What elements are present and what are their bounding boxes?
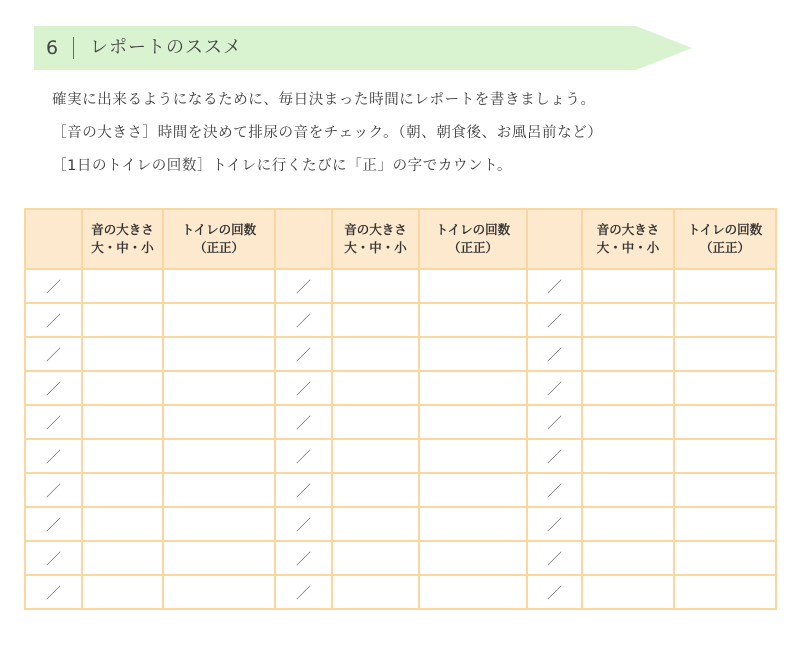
volume-cell[interactable] <box>82 269 163 303</box>
date-cell[interactable]: ／ <box>275 303 332 337</box>
volume-cell[interactable] <box>332 439 419 473</box>
date-cell[interactable]: ／ <box>25 541 82 575</box>
header-count-line2: （正正） <box>193 240 244 255</box>
date-cell[interactable]: ／ <box>25 371 82 405</box>
date-cell[interactable]: ／ <box>527 405 582 439</box>
table-row <box>25 337 776 371</box>
header-volume-line1: 音の大きさ <box>344 222 407 237</box>
volume-cell[interactable] <box>582 371 674 405</box>
section-title: レポートのススメ <box>90 37 242 58</box>
count-cell[interactable] <box>674 405 776 439</box>
header-volume <box>82 209 163 269</box>
count-cell[interactable] <box>163 575 275 609</box>
volume-cell[interactable] <box>332 575 419 609</box>
count-cell[interactable] <box>163 303 275 337</box>
volume-cell[interactable] <box>82 337 163 371</box>
count-cell[interactable] <box>163 473 275 507</box>
date-cell[interactable]: ／ <box>527 439 582 473</box>
count-cell[interactable] <box>419 303 527 337</box>
table-row <box>25 507 776 541</box>
header-count <box>674 209 776 269</box>
header-count-line1: トイレの回数 <box>687 222 763 237</box>
count-cell[interactable] <box>674 541 776 575</box>
date-cell[interactable]: ／ <box>25 439 82 473</box>
count-cell[interactable] <box>419 575 527 609</box>
date-cell[interactable]: ／ <box>527 507 582 541</box>
table-row <box>25 575 776 609</box>
date-cell[interactable]: ／ <box>275 473 332 507</box>
header-count-line1: トイレの回数 <box>435 222 511 237</box>
volume-cell[interactable] <box>82 303 163 337</box>
report-table <box>24 208 777 610</box>
header-volume-line1: 音の大きさ <box>596 222 660 237</box>
volume-cell[interactable] <box>332 473 419 507</box>
date-cell[interactable]: ／ <box>275 507 332 541</box>
count-cell[interactable] <box>674 473 776 507</box>
table-row <box>25 303 776 337</box>
table-body <box>25 269 776 609</box>
date-cell[interactable]: ／ <box>275 405 332 439</box>
date-cell[interactable]: ／ <box>527 303 582 337</box>
volume-cell[interactable] <box>82 541 163 575</box>
header-volume-line2: 大・中・小 <box>344 240 407 255</box>
intro-line-3: ［1日のトイレの回数］トイレに行くたびに「正」の字でカウント。 <box>52 158 513 174</box>
header-volume-line2: 大・中・小 <box>596 240 660 255</box>
table-row <box>25 371 776 405</box>
header-volume <box>582 209 674 269</box>
header-volume-line2: 大・中・小 <box>91 240 154 255</box>
date-cell[interactable]: ／ <box>527 337 582 371</box>
count-cell[interactable] <box>419 473 527 507</box>
volume-cell[interactable] <box>332 337 419 371</box>
header-count-line2: （正正） <box>447 240 498 255</box>
date-cell[interactable]: ／ <box>25 269 82 303</box>
volume-cell[interactable] <box>332 269 419 303</box>
date-cell[interactable]: ／ <box>527 269 582 303</box>
volume-cell[interactable] <box>582 473 674 507</box>
table-row <box>25 473 776 507</box>
volume-cell[interactable] <box>582 303 674 337</box>
volume-cell[interactable] <box>582 541 674 575</box>
count-cell[interactable] <box>674 303 776 337</box>
count-cell[interactable] <box>419 269 527 303</box>
date-cell[interactable]: ／ <box>25 405 82 439</box>
volume-cell[interactable] <box>332 371 419 405</box>
volume-cell[interactable] <box>582 507 674 541</box>
volume-cell[interactable] <box>582 439 674 473</box>
section-number: 6 <box>46 37 59 59</box>
volume-cell[interactable] <box>82 507 163 541</box>
count-cell[interactable] <box>419 541 527 575</box>
date-cell[interactable]: ／ <box>25 303 82 337</box>
count-cell[interactable] <box>419 439 527 473</box>
volume-cell[interactable] <box>332 507 419 541</box>
count-cell[interactable] <box>163 405 275 439</box>
date-cell[interactable]: ／ <box>527 541 582 575</box>
count-cell[interactable] <box>419 507 527 541</box>
header-date <box>275 209 332 269</box>
count-cell[interactable] <box>674 439 776 473</box>
count-cell[interactable] <box>419 405 527 439</box>
count-cell[interactable] <box>163 371 275 405</box>
count-cell[interactable] <box>163 439 275 473</box>
volume-cell[interactable] <box>582 337 674 371</box>
count-cell[interactable] <box>163 269 275 303</box>
intro-line-2: ［音の大きさ］時間を決めて排尿の音をチェック。（朝、朝食後、お風呂前など） <box>52 125 603 141</box>
header-volume <box>332 209 419 269</box>
count-cell[interactable] <box>163 337 275 371</box>
section-banner <box>34 26 692 70</box>
count-cell[interactable] <box>674 269 776 303</box>
volume-cell[interactable] <box>582 405 674 439</box>
date-cell[interactable]: ／ <box>25 473 82 507</box>
date-cell[interactable]: ／ <box>275 541 332 575</box>
header-count-line1: トイレの回数 <box>181 222 257 237</box>
count-cell[interactable] <box>674 507 776 541</box>
date-cell[interactable]: ／ <box>25 575 82 609</box>
intro-line-1: 確実に出来るようになるために、毎日決まった時間にレポートを書きましょう。 <box>52 92 596 108</box>
volume-cell[interactable] <box>332 405 419 439</box>
volume-cell[interactable] <box>582 575 674 609</box>
date-cell[interactable]: ／ <box>527 371 582 405</box>
header-date <box>527 209 582 269</box>
count-cell[interactable] <box>163 541 275 575</box>
count-cell[interactable] <box>674 575 776 609</box>
table-row <box>25 439 776 473</box>
banner-divider <box>73 37 74 59</box>
count-cell[interactable] <box>419 337 527 371</box>
count-cell[interactable] <box>419 371 527 405</box>
volume-cell[interactable] <box>82 405 163 439</box>
count-cell[interactable] <box>163 507 275 541</box>
date-cell[interactable]: ／ <box>527 575 582 609</box>
date-cell[interactable]: ／ <box>275 439 332 473</box>
header-count <box>163 209 275 269</box>
date-cell[interactable]: ／ <box>275 337 332 371</box>
header-count <box>419 209 527 269</box>
date-cell[interactable]: ／ <box>25 507 82 541</box>
table-header-row <box>25 209 776 269</box>
header-count-line2: （正正） <box>699 240 750 255</box>
table-row <box>25 541 776 575</box>
volume-cell[interactable] <box>82 575 163 609</box>
table-row <box>25 405 776 439</box>
date-cell[interactable]: ／ <box>275 575 332 609</box>
date-cell[interactable]: ／ <box>275 371 332 405</box>
date-cell[interactable]: ／ <box>275 269 332 303</box>
volume-cell[interactable] <box>332 541 419 575</box>
intro-text <box>52 86 772 185</box>
count-cell[interactable] <box>674 371 776 405</box>
table-row <box>25 269 776 303</box>
header-volume-line1: 音の大きさ <box>91 222 154 237</box>
volume-cell[interactable] <box>82 439 163 473</box>
date-cell[interactable]: ／ <box>25 337 82 371</box>
volume-cell[interactable] <box>82 371 163 405</box>
volume-cell[interactable] <box>332 303 419 337</box>
date-cell[interactable]: ／ <box>527 473 582 507</box>
count-cell[interactable] <box>674 337 776 371</box>
volume-cell[interactable] <box>82 473 163 507</box>
header-date <box>25 209 82 269</box>
volume-cell[interactable] <box>582 269 674 303</box>
